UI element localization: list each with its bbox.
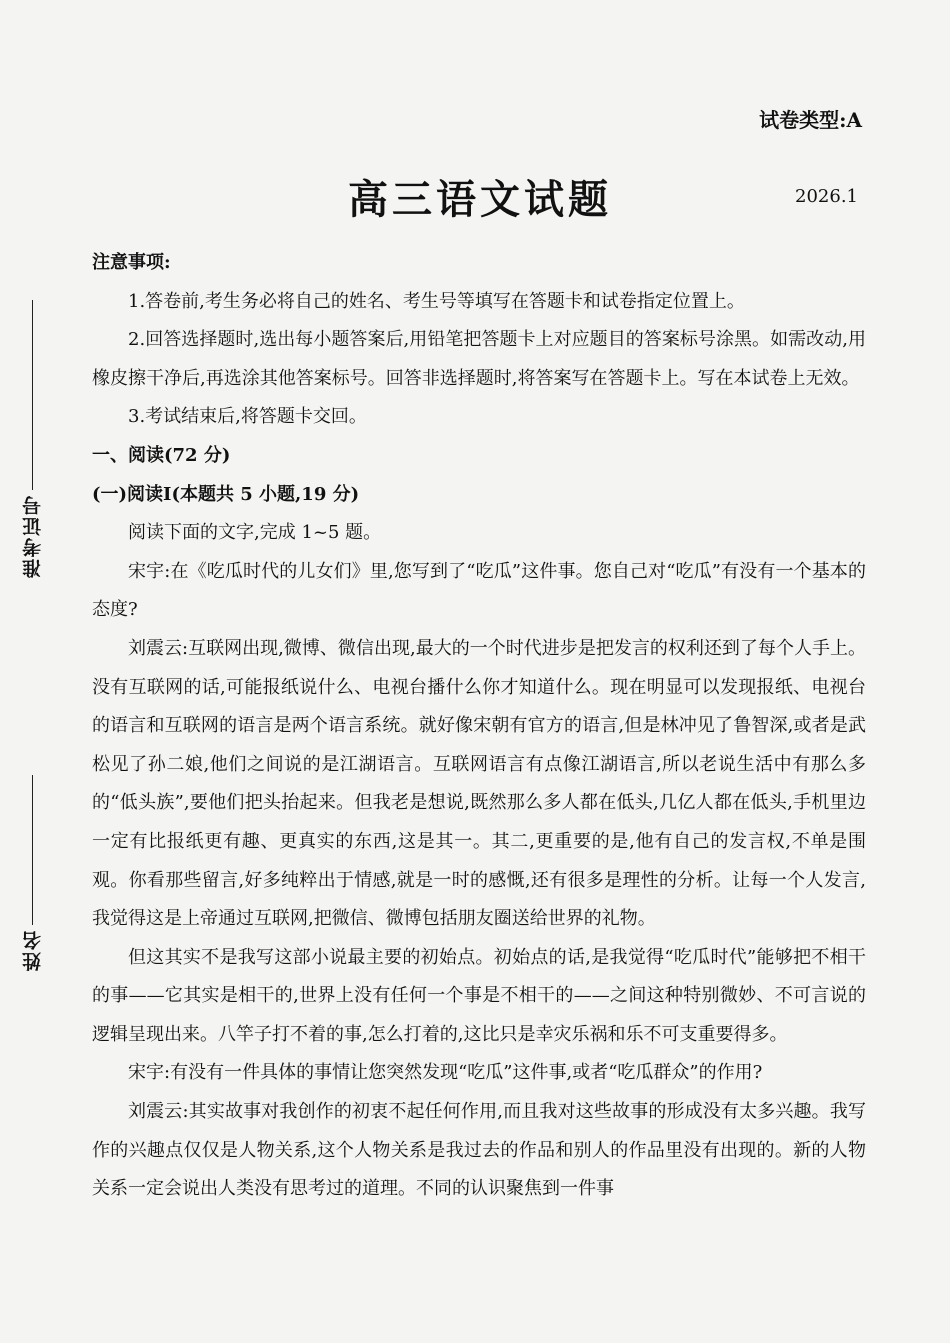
candidate-id-label: 准考证号 [21,494,44,578]
passage-paragraph-3: 但这其实不是我写这部小说最主要的初始点。初始点的话,是我觉得“吃瓜时代”能够把不相干的事——它其实是相干的,世界上没有任何一个事是不相干的——之间这种特别微妙、不可言说的逻辑呈现出来。八竿子打不着的事,怎么打着的,这比只是幸灾乐祸和乐不可支重要得多。 [92,946,866,1045]
passage-paragraph-1: 宋宇:在《吃瓜时代的儿女们》里,您写到了“吃瓜”这件事。您自己对“吃瓜”有没有一个基本的态度? [92,560,866,621]
page-title: 高三语文试题 [348,176,612,223]
notice-item-1: 1.答卷前,考生务必将自己的姓名、考生号等填写在答题卡和试卷指定位置上。 [128,290,745,312]
candidate-name-line [32,775,33,925]
notice-item-2: 2.回答选择题时,选出每小题答案后,用铅笔把答题卡上对应题目的答案标号涂黑。如需改动,用橡皮擦干净后,再选涂其他答案标号。回答非选择题时,将答案写在答题卡上。写在本试卷上无效。 [92,329,866,389]
passage-paragraph-5: 刘震云:其实故事对我创作的初衷不起任何作用,而且我对这些故事的形成没有太多兴趣。我写作的兴趣点仅仅是人物关系,这个人物关系是我过去的作品和别人的作品里没有出现的。新的人物关系一定会说出人类没有思考过的道理。不同的认识聚焦到一件事 [92,1101,866,1200]
section-title: 一、阅读(72 分) [92,444,231,466]
candidate-id-line [32,300,33,490]
notice-heading: 注意事项: [92,252,171,273]
passage-paragraph-2: 刘震云:互联网出现,微博、微信出现,最大的一个时代进步是把发言的权利还到了每个人手上。没有互联网的话,可能报纸说什么、电视台播什么你才知道什么。现在明显可以发现报纸、电视台的语言和互联网的语言是两个语言系统。就好像宋朝有官方的语言,但是林冲见了鲁智深,或者是武松见了孙二娘,他们之间说的是江湖语言。互联网语言有点像江湖语言,所以老说生活中有那么多的“低头族”,要他们把头抬起来。但我老是想说,既然那么多人都在低头,几亿人都在低头,手机里边一定有比报纸更有趣、更真实的东西,这是其一。其二,更重要的是,他有自己的发言权,不单是围观。你看那些留言,好多纯粹出于情感,就是一时的感慨,还有很多是理性的分析。让每一个人发言,我觉得这是上帝通过互联网,把微信、微博包括朋友圈送给世界的礼物。 [92,637,866,930]
notice-item-3: 3.考试结束后,将答题卡交回。 [128,406,367,428]
reading-instruction: 阅读下面的文字,完成 1~5 题。 [128,522,382,544]
candidate-name-label: 姓名 [21,929,44,971]
section-subtitle: (一)阅读Ⅰ(本题共 5 小题,19 分) [92,483,360,505]
passage-paragraph-4: 宋宇:有没有一件具体的事情让您突然发现“吃瓜”这件事,或者“吃瓜群众”的作用? [128,1062,763,1084]
exam-content [92,244,866,1209]
candidate-name-field [14,775,50,971]
candidate-id-field [14,300,50,578]
paper-type-label: 试卷类型:A [759,108,862,132]
exam-date: 2026.1 [795,186,858,207]
